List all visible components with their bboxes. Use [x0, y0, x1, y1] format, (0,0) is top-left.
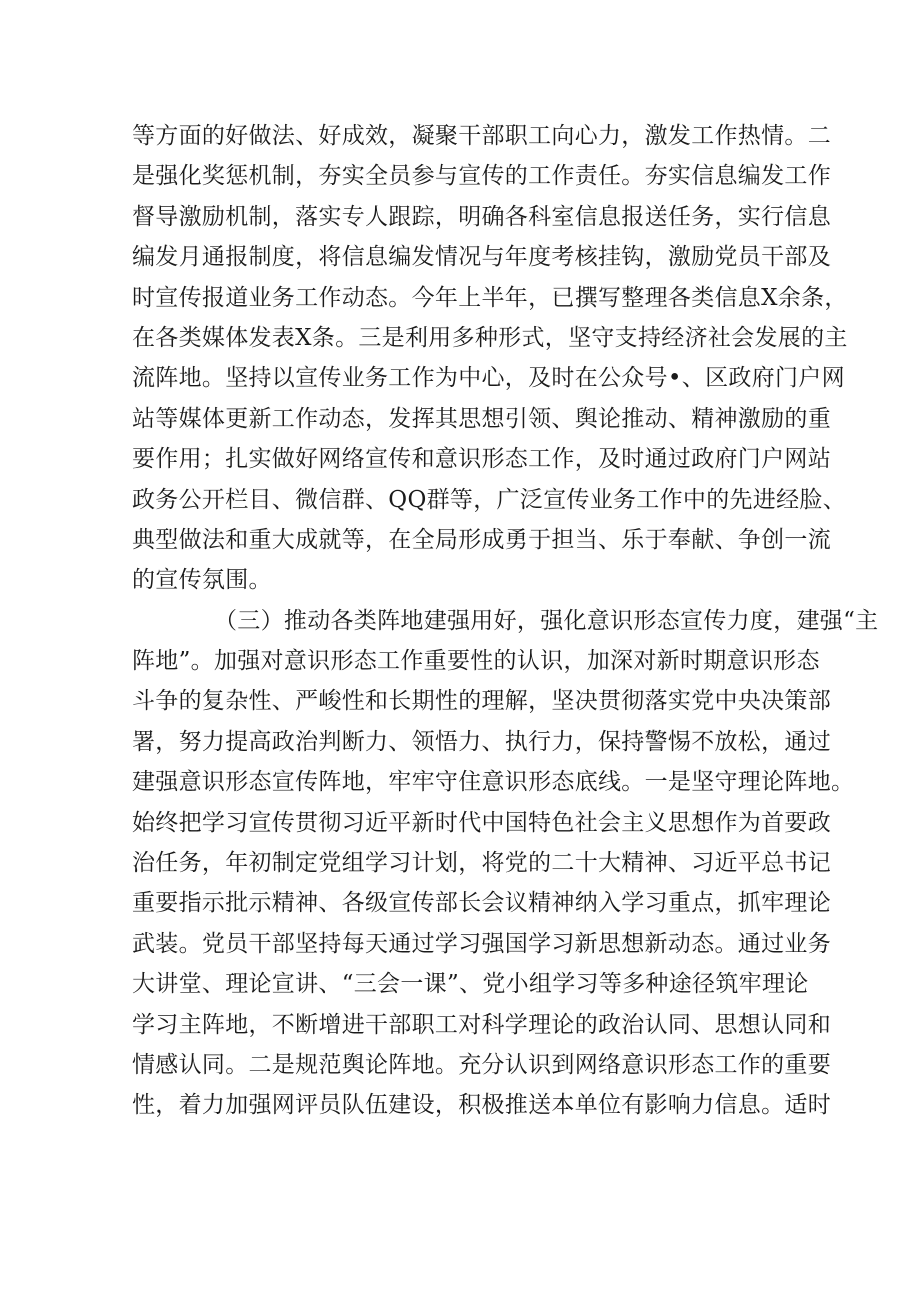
text-line: 署，努力提高政治判断力、领悟力、执行力，保持警惕不放松，通过: [132, 728, 831, 755]
text-line: 学习主阵地，不断增进干部职工对科学理论的政治认同、思想认同和: [132, 1011, 831, 1038]
text-line: 治任务，年初制定党组学习计划，将党的二十大精神、习近平总书记: [132, 850, 831, 877]
text-line: 始终把学习宣传贯彻习近平新时代中国特色社会主义思想作为首要政: [132, 809, 831, 836]
text-line: 编发月通报制度，将信息编发情况与年度考核挂钩，激励党员干部及: [132, 244, 831, 271]
text-line: 情感认同。二是规范舆论阵地。充分认识到网络意识形态工作的重要: [132, 1051, 831, 1078]
text-line: 斗争的复杂性、严峻性和长期性的理解，坚决贯彻落实党中央决策部: [132, 688, 831, 715]
text-line: 是强化奖惩机制，夯实全员参与宣传的工作责任。夯实信息编发工作: [132, 163, 831, 190]
text-line: 武装。党员干部坚持每天通过学习强国学习新思想新动态。通过业务: [132, 930, 831, 957]
body-text: [132, 116, 879, 1126]
text-line: 流阵地。坚持以宣传业务工作为中心，及时在公众号•、区政府门户网: [132, 365, 845, 392]
text-line: 时宣传报道业务工作动态。今年上半年，已撰写整理各类信息X余条，: [132, 284, 848, 311]
text-line: 大讲堂、理论宣讲、“三会一课”、党小组学习等多种途径筑牢理论: [132, 971, 809, 998]
text-line: 在各类媒体发表X条。三是利用多种形式，坚守支持经济社会发展的主: [132, 324, 848, 351]
text-line: 要作用；扎实做好网络宣传和意识形态工作，及时通过政府门户网站: [132, 446, 831, 473]
text-line: 典型做法和重大成就等，在全局形成勇于担当、乐于奉献、争创一流: [132, 526, 831, 553]
text-line: 阵地”。加强对意识形态工作重要性的认识，加深对新时期意识形态: [132, 648, 820, 675]
text-line: 重要指示批示精神、各级宣传部长会议精神纳入学习重点，抓牢理论: [132, 890, 831, 917]
text-line: 性，着力加强网评员队伍建设，积极推送本单位有影响力信息。适时: [132, 1092, 831, 1119]
text-line: 政务公开栏目、微信群、QQ群等，广泛宣传业务工作中的先进经脸、: [132, 486, 847, 513]
text-line: 的宣传氛围。: [132, 567, 272, 594]
text-line: 站等媒体更新工作动态，发挥其思想引领、舆论推动、精神激励的重: [132, 405, 831, 432]
section-heading-line: （三）推动各类阵地建强用好，强化意识形态宣传力度，建强“主: [214, 607, 879, 634]
text-line: 督导激励机制，落实专人跟踪，明确各科室信息报送任务，实行信息: [132, 203, 831, 230]
text-line: 建强意识形态宣传阵地，牢牢守住意识形态底线。一是坚守理论阵地。: [132, 769, 855, 796]
text-line: 等方面的好做法、好成效，凝聚干部职工向心力，激发工作热情。二: [132, 123, 831, 149]
